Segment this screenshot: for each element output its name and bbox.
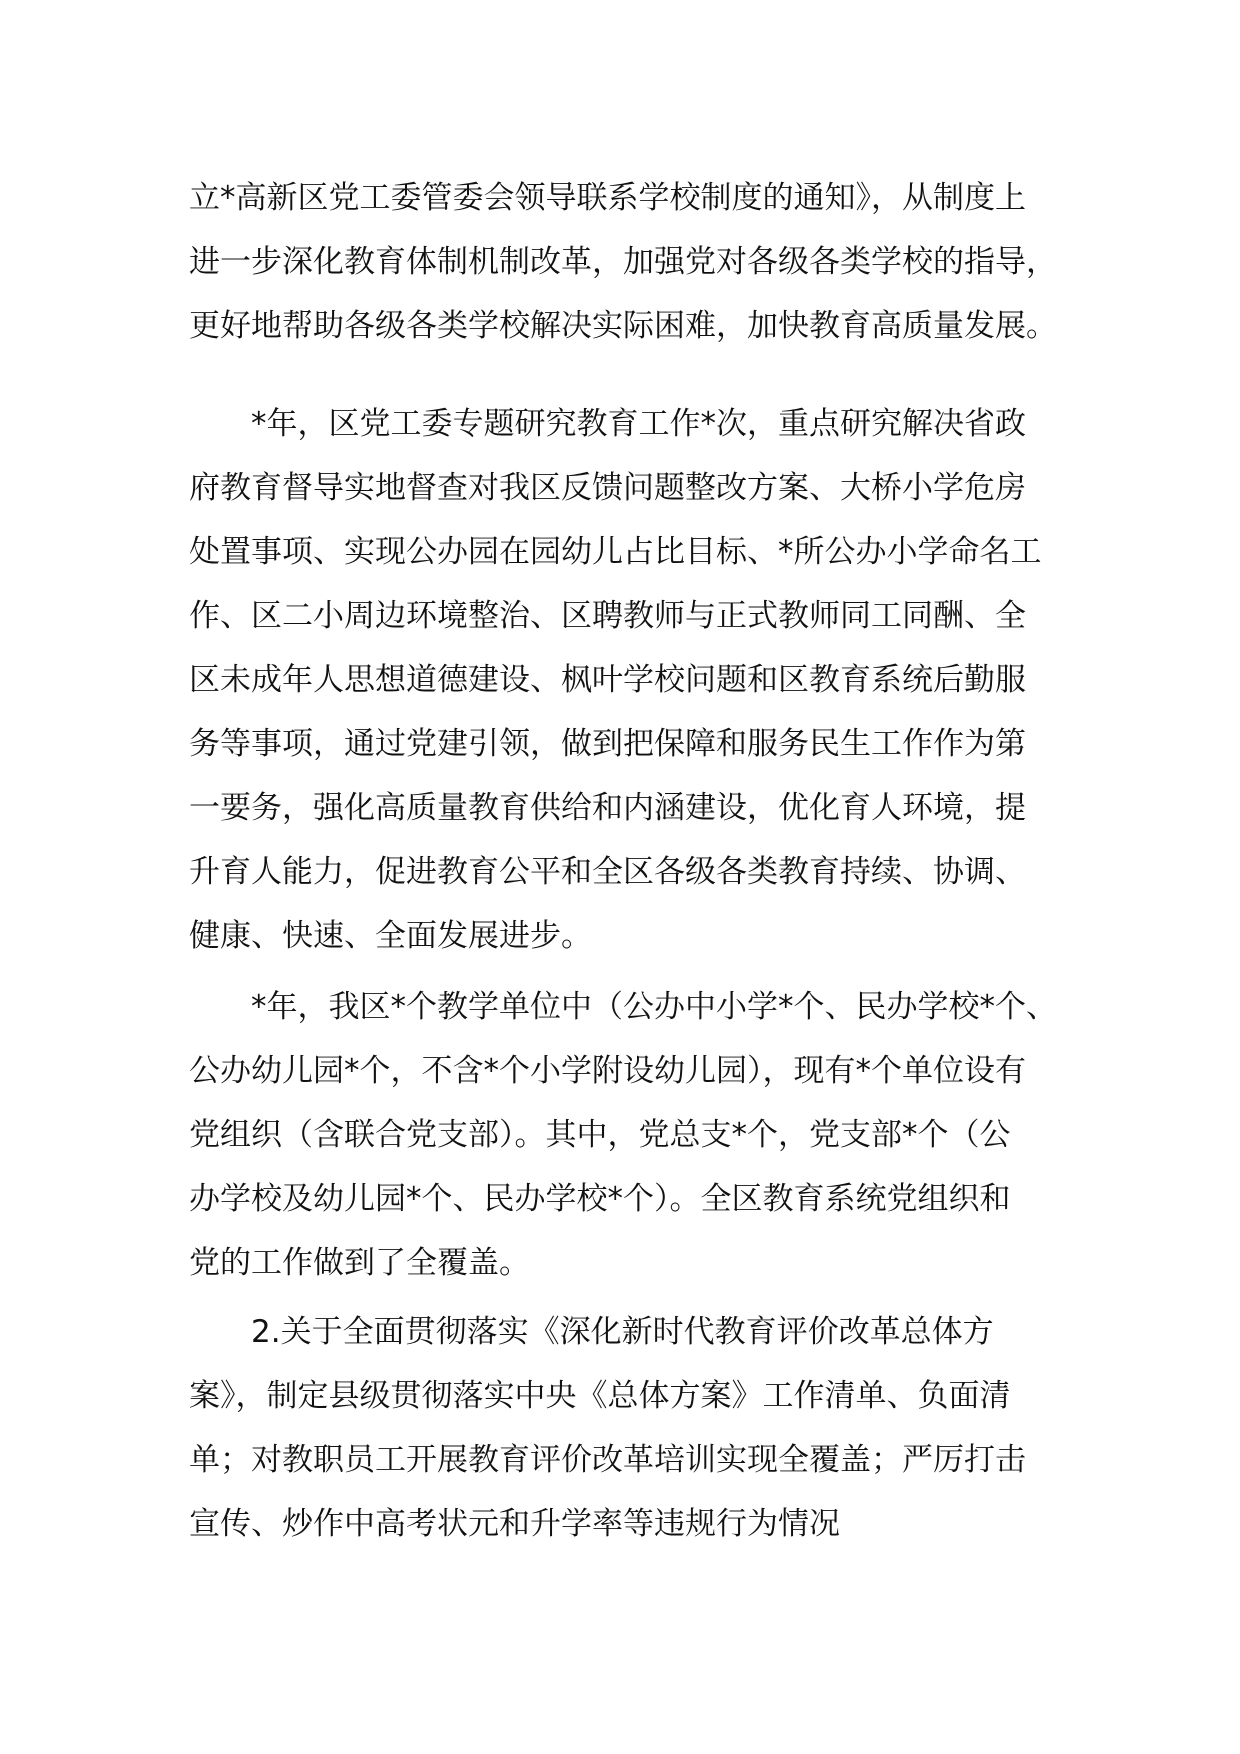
text-line: 案》，制定县级贯彻落实中央《总体方案》工作清单、负面清	[189, 1378, 1011, 1414]
text-line: 处置事项、实现公办园在园幼儿占比目标、*所公办小学命名工	[189, 534, 1042, 570]
text-line: 宣传、炒作中高考状元和升学率等违规行为情况	[189, 1506, 840, 1542]
text-line: 党组织（含联合党支部）。其中，党总支*个，党支部*个（公	[189, 1117, 1011, 1153]
text-line: 公办幼儿园*个，不含*个小学附设幼儿园），现有*个单位设有	[189, 1053, 1026, 1089]
paragraph	[189, 392, 1069, 968]
text-line: *年，我区*个教学单位中（公办中小学*个、民办学校*个、	[251, 989, 1057, 1025]
text-line: *年，区党工委专题研究教育工作*次，重点研究解决省政	[251, 406, 1026, 442]
paragraph	[189, 975, 1069, 1295]
text-line: 进一步深化教育体制机制改革，加强党对各级各类学校的指导，	[189, 244, 1057, 280]
text-line: 健康、快速、全面发展进步。	[189, 918, 592, 954]
text-line: 府教育督导实地督查对我区反馈问题整改方案、大桥小学危房	[189, 470, 1026, 506]
text-line: 区未成年人思想道德建设、枫叶学校问题和区教育系统后勤服	[189, 662, 1026, 698]
text-line: 升育人能力，促进教育公平和全区各级各类教育持续、协调、	[189, 854, 1026, 890]
text-line: 更好地帮助各级各类学校解决实际困难，加快教育高质量发展。	[189, 308, 1057, 344]
text-line: 单；对教职员工开展教育评价改革培训实现全覆盖；严厉打击	[189, 1442, 1026, 1478]
paragraph	[189, 1300, 1069, 1556]
text-line: 办学校及幼儿园*个、民办学校*个）。全区教育系统党组织和	[189, 1181, 1011, 1217]
text-line: 一要务，强化高质量教育供给和内涵建设，优化育人环境，提	[189, 790, 1026, 826]
text-line: 作、区二小周边环境整治、区聘教师与正式教师同工同酬、全	[189, 598, 1026, 634]
text-line: 立*高新区党工委管委会领导联系学校制度的通知》，从制度上	[189, 180, 1026, 216]
text-line: 党的工作做到了全覆盖。	[189, 1245, 530, 1281]
text-line: 务等事项，通过党建引领，做到把保障和服务民生工作作为第	[189, 726, 1026, 762]
text-line: 2.关于全面贯彻落实《深化新时代教育评价改革总体方	[251, 1314, 994, 1350]
paragraph	[189, 166, 1069, 358]
